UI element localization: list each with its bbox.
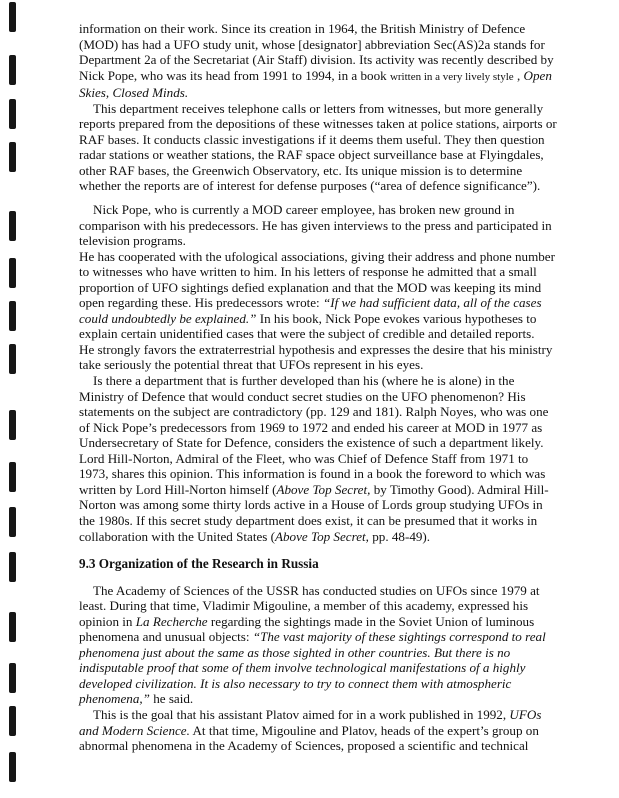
binder-hole	[9, 344, 16, 374]
text-segment: he said.	[149, 691, 194, 707]
text-segment: This is the goal that his assistant Platov aimed for in a work published in 1992,	[93, 706, 510, 722]
italic-text: Open Skies, Closed Minds.	[79, 67, 552, 101]
binder-holes	[9, 0, 17, 798]
binder-hole	[9, 552, 16, 582]
italic-text: “If we had sufficient data, all of the cases could undoubtedly be explained.”	[79, 295, 542, 326]
text-segment: ,	[513, 67, 524, 83]
text-segment: He strongly favors the extraterrestrial hypothesis and expresses the desire that his ministry take seriously the potential threat that UFOs represent in his eyes.	[79, 341, 553, 373]
binder-hole	[9, 142, 16, 172]
binder-hole	[9, 301, 16, 331]
italic-text: UFOs and Modern Science.	[79, 706, 542, 738]
text-segment: At that time, Migouline and Platov, heads of the expert’s group on abnormal phenomena in the Academy of Sciences, proposed a scientific and technical	[79, 722, 539, 754]
text-segment: Is there a department that is further developed than his (where he is alone) in the Ministry of Defence that would conduct secret studies on the UFO phenomenon? His statements on the subject are contradictory (pp. 129 and 181). Ralph Noyes, who was one of Nick Pope’s predecessors from 1969 to 1972 and ended his career at MOD in 1977 as Undersecretary of State for Defence, considers the existence of such a department likely. Lord Hill-Norton, Admiral of the Fleet, who was Chief of Defence Staff from 1971 to 1973, shares this opinion. This information is found in a book the foreword to which was written by Lord Hill-Norton himself (	[79, 373, 549, 497]
section-heading: 9.3 Organization of the Research in Russia	[79, 556, 319, 572]
text-segment: The Academy of Sciences of the USSR has conducted studies on UFOs since 1979 at least. During that time, Vladimir Migouline, a member of this academy, expressed his opinion in	[79, 582, 540, 629]
text-segment: by Timothy Good). Admiral Hill-Norton was among some thirty lords active in a House of Lords group studying UFOs in the 1980s. If this secret study department does exist, it can be presumed that it works in collaboration with the United States (	[79, 481, 549, 544]
italic-text: “The vast majority of these sightings correspond to real phenomena just about the same as those sighted in other countries. But there is no indisputable proof that some of them involve technological manifestations of a highly developed civilization. It is also necessary to try to connect them with atmospheric phenomena,”	[79, 629, 546, 707]
document-page	[79, 21, 559, 754]
text-segment: This department receives telephone calls or letters from witnesses, but more generally reports prepared from the depositions of these witnesses taken at police stations, airports or RAF bases. It conducts classic investigations if it deems them useful. They then question radar stations or weather stations, the RAF space object surveillance base at Flyingdales, other RAF bases, the Greenwich Observatory, etc. Its unique mission is to determine whether the reports are of interest for defense purposes (“area of defence significance”).	[79, 100, 557, 194]
binder-hole	[9, 663, 16, 693]
binder-hole	[9, 99, 16, 129]
text-segment: pp. 48-49).	[368, 528, 431, 544]
binder-hole	[9, 410, 16, 440]
binder-hole	[9, 55, 16, 85]
binder-hole	[9, 211, 16, 241]
italic-text: La Recherche	[135, 613, 208, 629]
binder-hole	[9, 462, 16, 492]
binder-hole	[9, 706, 16, 736]
paragraph	[79, 249, 559, 342]
binder-hole	[9, 2, 16, 32]
paragraph	[79, 101, 559, 194]
paragraph	[79, 342, 559, 373]
binder-hole	[9, 507, 16, 537]
text-segment: written in a very lively style	[389, 70, 514, 83]
binder-hole	[9, 258, 16, 288]
binder-hole	[9, 612, 16, 642]
paragraph	[79, 373, 559, 544]
text-segment: regarding the sightings made in the Soviet Union of luminous phenomena and unusual objects:	[79, 613, 535, 645]
paragraph	[79, 583, 559, 707]
paragraph	[79, 202, 559, 249]
text-segment: Nick Pope, who is currently a MOD career employee, has broken new ground in comparison with his predecessors. He has given interviews to the press and participated in television programs.	[79, 202, 552, 249]
paragraph	[79, 21, 559, 101]
italic-text: Above Top Secret,	[276, 481, 371, 497]
text-segment: information on their work. Since its creation in 1964, the British Ministry of Defence (MOD) has had a UFO study unit, whose [designator] abbreviation Sec(AS)2a stands for Department 2a of the Secretariat (Air Staff) division. Its activity was recently described by Nick Pope, who was its head from 1991 to 1994, in a book	[79, 21, 554, 83]
text-segment: He has cooperated with the ufological associations, giving their address and phone number to witnesses who have written to him. In his letters of response he admitted that a small proportion of UFO sightings defied explanation and that the MOD was keeping its mind open regarding these. His predecessors wrote:	[79, 248, 555, 311]
text-segment: In his book, Nick Pope evokes various hypotheses to explain certain unidentified cases that were the subject of credible and detailed reports.	[79, 310, 537, 342]
paragraph	[79, 707, 559, 754]
binder-hole	[9, 752, 16, 782]
italic-text: Above Top Secret,	[275, 528, 369, 544]
